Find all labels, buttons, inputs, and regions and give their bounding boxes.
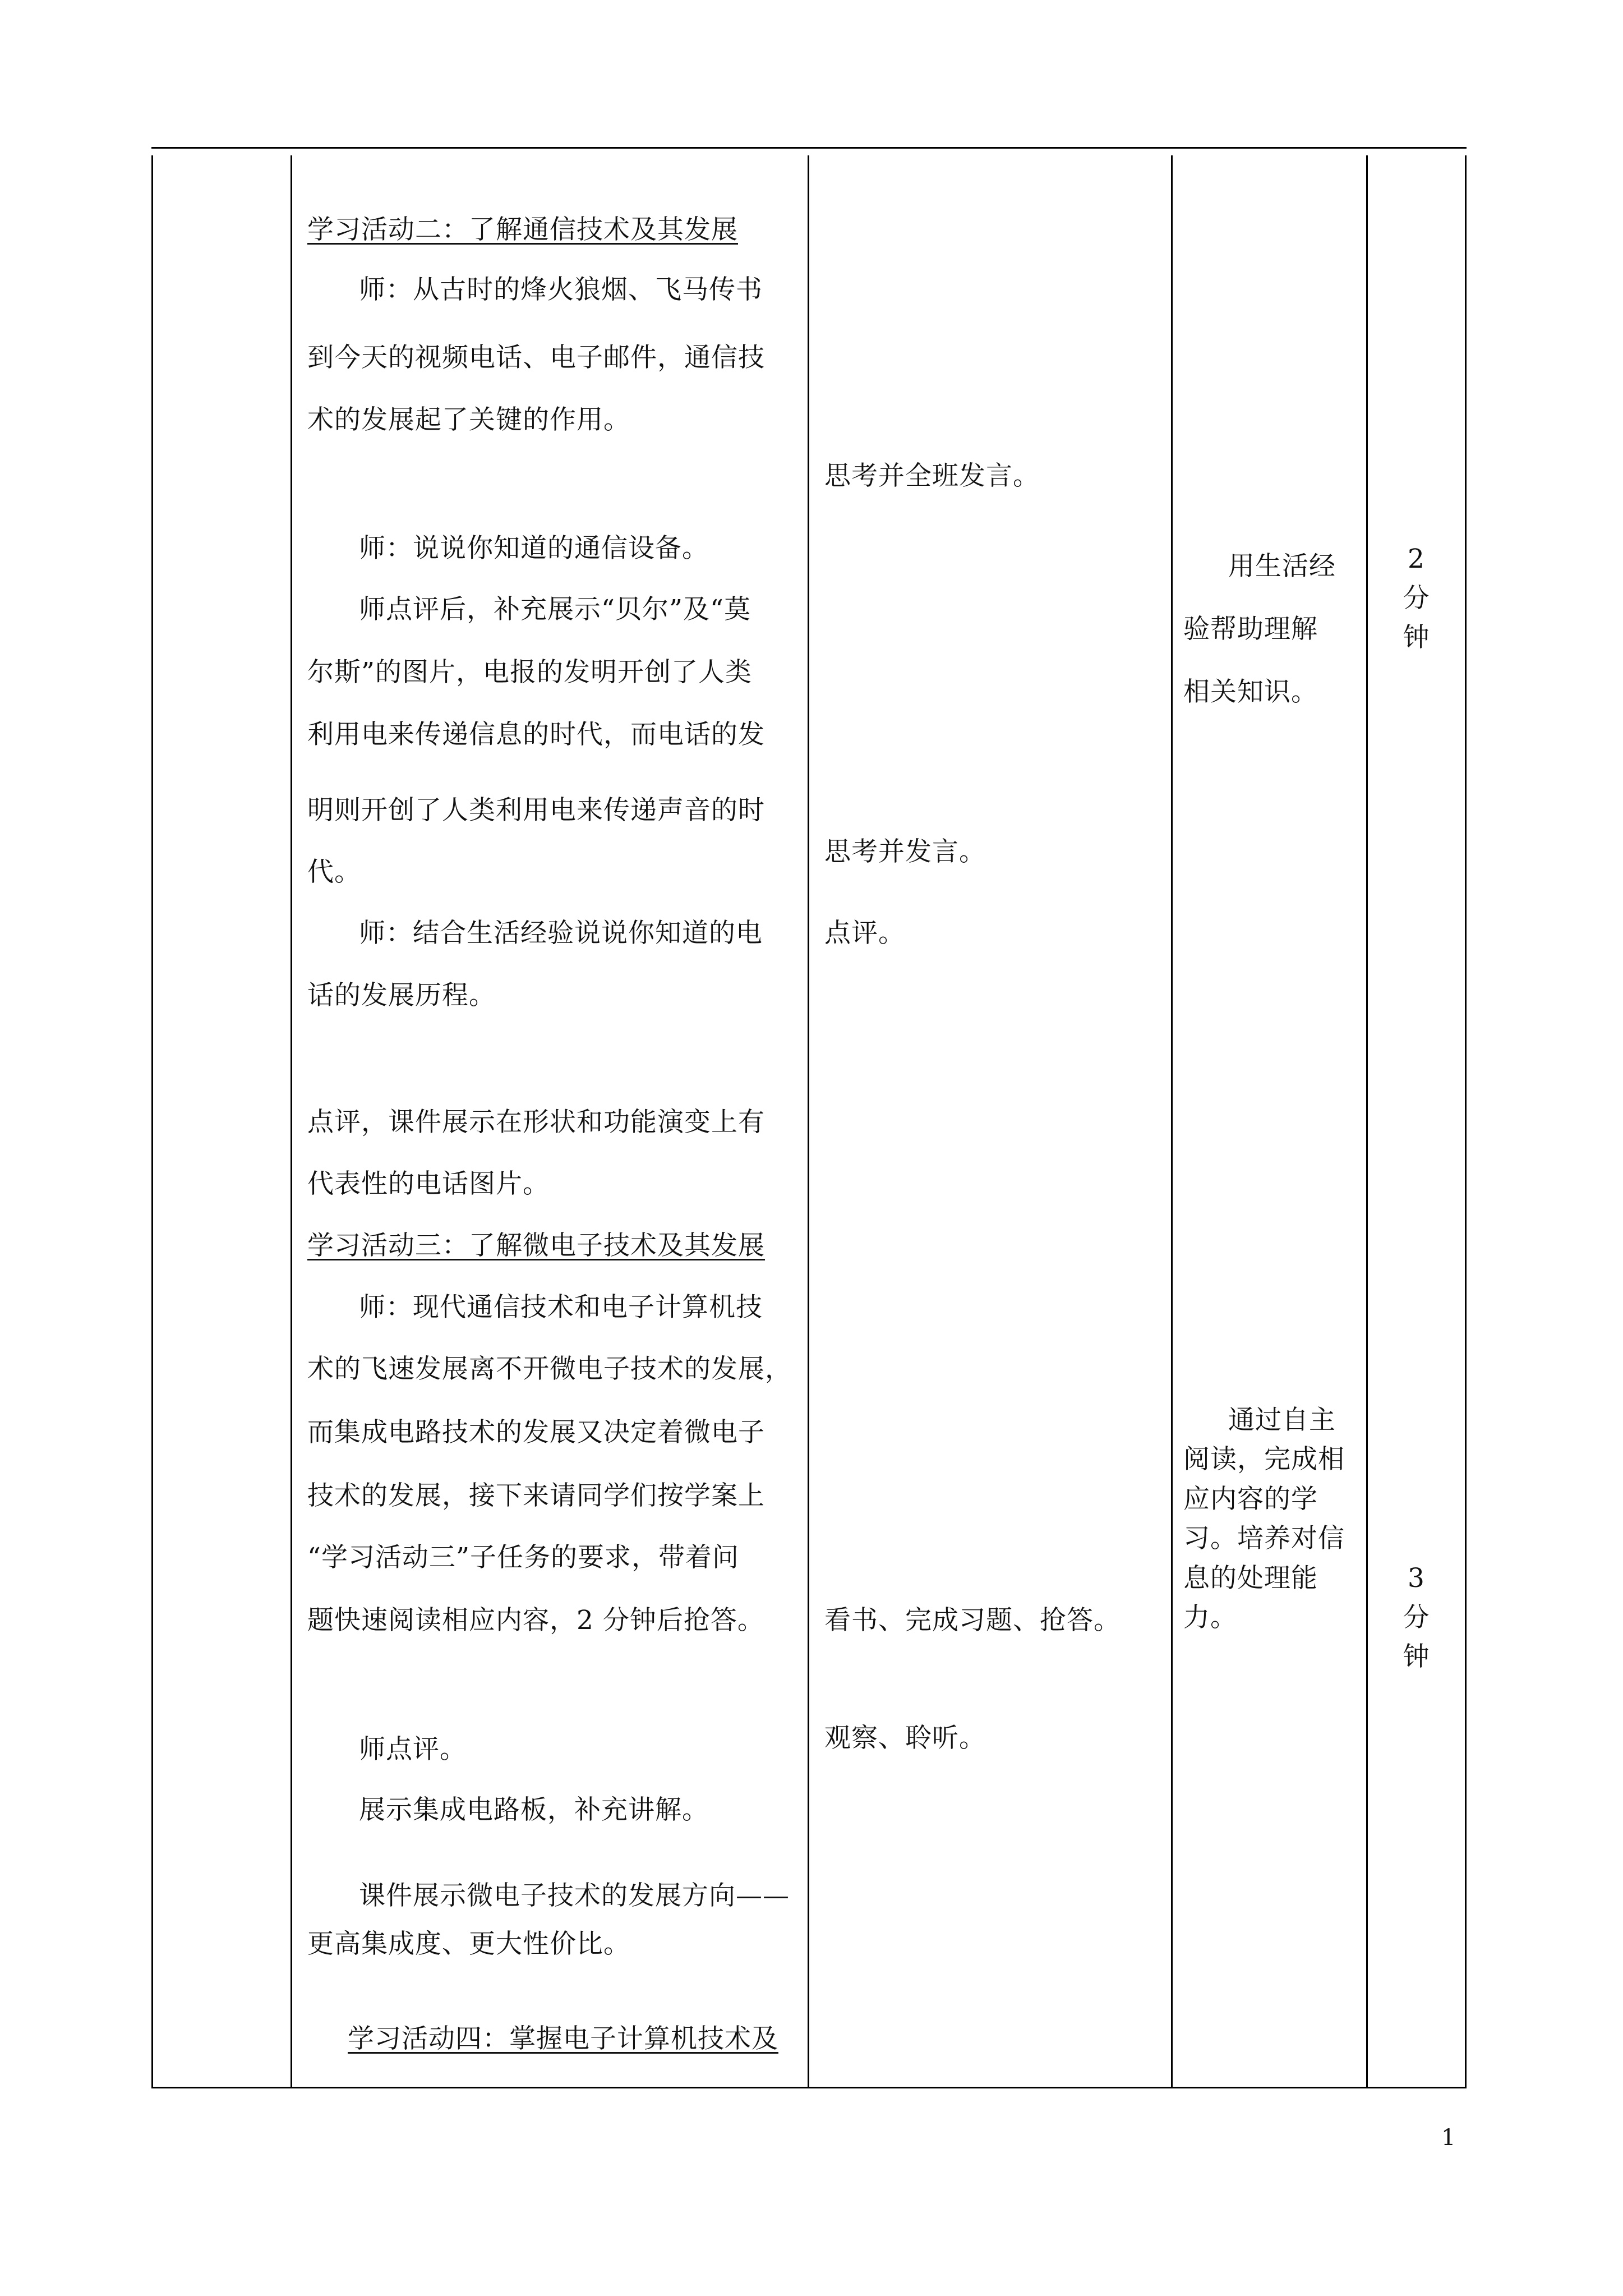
intent-line: 应内容的学 [1183, 1484, 1318, 1515]
intent-line: 息的处理能 [1183, 1563, 1318, 1594]
paragraph-line: 利用电来传递信息的时代，而电话的发 [307, 719, 765, 750]
table-border-bottom [151, 2087, 1467, 2088]
paragraph-line: 师：现代通信技术和电子计算机技 [359, 1292, 763, 1323]
paragraph-line: 师点评。 [359, 1734, 467, 1765]
paragraph-line: 术的飞速发展离不开微电子技术的发展， [307, 1354, 792, 1384]
intent-line: 验帮助理解 [1183, 614, 1318, 645]
column-divider-1 [291, 155, 292, 2088]
student-activity: 观察、聆听。 [824, 1723, 986, 1754]
paragraph-line: 代表性的电话图片。 [307, 1168, 550, 1199]
paragraph-line: 师：说说你知道的通信设备。 [359, 533, 709, 564]
paragraph-line: “学习活动三”子任务的要求，带着问 [307, 1542, 740, 1573]
page-number: 1 [1441, 2125, 1456, 2151]
table-border-left [151, 155, 153, 2088]
paragraph-line: 术的发展起了关键的作用。 [307, 404, 630, 435]
student-activity: 点评。 [824, 918, 905, 949]
intent-line: 通过自主 [1228, 1405, 1336, 1435]
student-activity: 思考并发言。 [824, 836, 986, 867]
paragraph-line: 课件展示微电子技术的发展方向—— [359, 1880, 790, 1911]
paragraph-line: 师：从古时的烽火狼烟、飞马传书 [359, 274, 763, 305]
student-activity: 思考并全班发言。 [824, 461, 1040, 491]
activity3-title: 学习活动三：了解微电子技术及其发展 [307, 1230, 765, 1261]
paragraph-line: 更高集成度、更大性价比。 [307, 1929, 630, 1959]
paragraph-line: 题快速阅读相应内容，2 分钟后抢答。 [307, 1605, 764, 1636]
paragraph-line: 尔斯”的图片，电报的发明开创了人类 [307, 657, 753, 688]
intent-line: 习。培养对信 [1183, 1523, 1345, 1554]
column-divider-3 [1171, 155, 1173, 2088]
time-unit: 分 [1403, 1602, 1430, 1633]
intent-line: 力。 [1183, 1602, 1237, 1633]
time-unit: 钟 [1403, 1641, 1430, 1672]
activity4-title: 学习活动四：掌握电子计算机技术及 [348, 2023, 778, 2054]
column-divider-4 [1366, 155, 1368, 2088]
table-border-right [1465, 155, 1467, 2088]
time-value: 2 [1408, 544, 1425, 574]
paragraph-line: 明则开创了人类利用电来传递声音的时 [307, 795, 765, 826]
column-divider-2 [808, 155, 809, 2088]
activity2-title: 学习活动二：了解通信技术及其发展 [307, 214, 738, 245]
paragraph-line: 师点评后，补充展示“贝尔”及“莫 [359, 594, 751, 625]
paragraph-line: 代。 [307, 857, 361, 887]
paragraph-line: 话的发展历程。 [307, 980, 496, 1011]
header-rule [151, 147, 1467, 149]
paragraph-line: 技术的发展，接下来请同学们按学案上 [307, 1480, 765, 1511]
intent-line: 相关知识。 [1183, 677, 1318, 707]
intent-line: 阅读，完成相 [1183, 1444, 1345, 1475]
student-activity: 看书、完成习题、抢答。 [824, 1605, 1121, 1636]
time-value: 3 [1408, 1563, 1425, 1594]
intent-line: 用生活经 [1228, 551, 1336, 582]
paragraph-line: 点评，课件展示在形状和功能演变上有 [307, 1107, 765, 1138]
paragraph-line: 展示集成电路板，补充讲解。 [359, 1795, 709, 1825]
time-unit: 钟 [1403, 622, 1430, 653]
paragraph-line: 师：结合生活经验说说你知道的电 [359, 918, 763, 949]
paragraph-line: 而集成电路技术的发展又决定着微电子 [307, 1417, 765, 1448]
time-unit: 分 [1403, 583, 1430, 614]
paragraph-line: 到今天的视频电话、电子邮件，通信技 [307, 342, 765, 373]
